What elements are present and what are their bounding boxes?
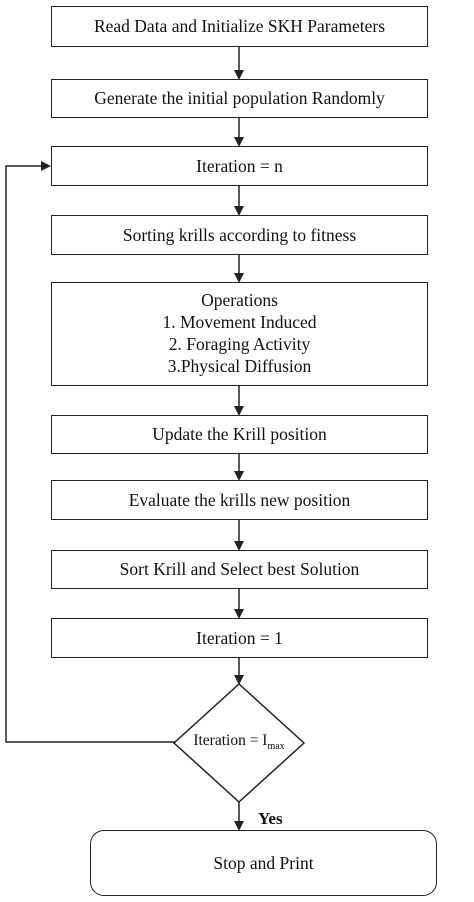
operation-item: 3.Physical Diffusion — [167, 355, 312, 376]
step-sorting-krills — [51, 215, 428, 255]
end-stop-print-label: Stop and Print — [213, 852, 314, 873]
step-evaluate-position — [51, 480, 428, 520]
step-update-position-label: Update the Krill position — [152, 424, 327, 444]
step-read-data — [51, 6, 428, 47]
operations-title: Operations — [201, 290, 278, 311]
step-generate-population — [51, 79, 428, 118]
step-iteration-n-label: Iteration = n — [196, 155, 283, 176]
operation-item: 1. Movement Induced — [162, 312, 317, 333]
step-evaluate-position-label: Evaluate the krills new position — [128, 489, 351, 510]
end-stop-print — [90, 830, 437, 896]
step-sort-select-label: Sort Krill and Select best Solution — [119, 559, 360, 579]
step-sort-select — [51, 550, 428, 589]
yes-label: Yes — [258, 809, 283, 828]
step-iteration-1-label: Iteration = 1 — [196, 627, 283, 648]
step-update-position — [51, 415, 428, 454]
step-operations — [51, 282, 428, 386]
step-read-data-label: Read Data and Initialize SKH Parameters — [93, 16, 386, 36]
step-sorting-krills-label: Sorting krills according to fitness — [122, 224, 357, 245]
decision-label — [178, 732, 300, 752]
operation-item: 2. Foraging Activity — [168, 334, 311, 354]
decision-text: Iteration = I — [193, 732, 268, 749]
step-iteration-n — [51, 146, 428, 186]
step-iteration-1 — [51, 618, 428, 658]
decision-subscript: max — [267, 741, 285, 752]
step-generate-population-label: Generate the initial population Randomly — [94, 88, 385, 108]
